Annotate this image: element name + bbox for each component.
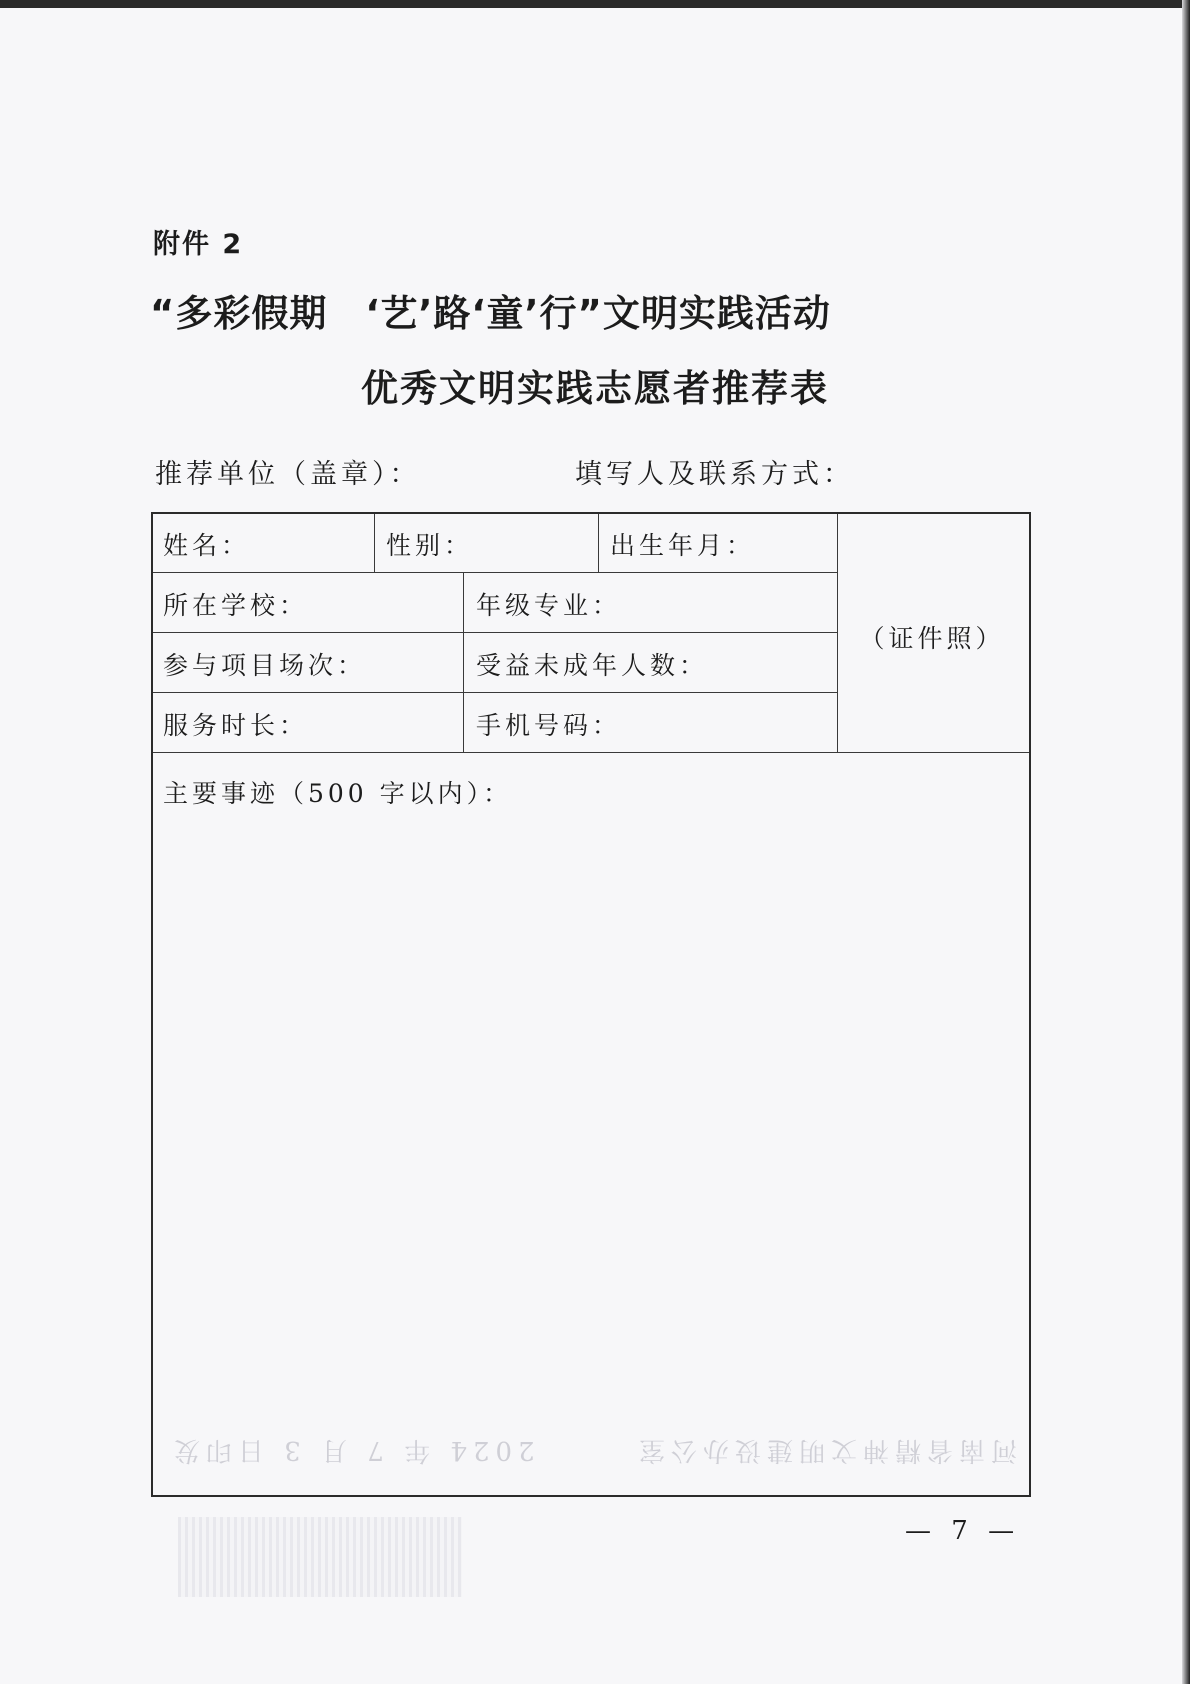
phone-field-label[interactable]: 手机号码： bbox=[476, 711, 622, 740]
col-divider-middle bbox=[463, 572, 464, 752]
name-field-label[interactable]: 姓名： bbox=[163, 531, 251, 560]
projects-sessions-field-label[interactable]: 参与项目场次： bbox=[163, 651, 367, 680]
bleed-through-barcode bbox=[178, 1517, 462, 1597]
main-deeds-field-label[interactable]: 主要事迹（500 字以内）： bbox=[163, 779, 513, 808]
row-divider-2 bbox=[153, 632, 837, 633]
annex-label: 附件 2 bbox=[153, 229, 244, 260]
row-divider-4 bbox=[153, 752, 1029, 753]
row-divider-3 bbox=[153, 692, 837, 693]
school-field-label[interactable]: 所在学校： bbox=[163, 591, 309, 620]
grade-major-field-label[interactable]: 年级专业： bbox=[476, 591, 622, 620]
gender-field-label[interactable]: 性别： bbox=[386, 531, 474, 560]
scan-edge-right bbox=[1182, 0, 1190, 1684]
title-line-2: 优秀文明实践志愿者推荐表 bbox=[361, 367, 829, 410]
bleed-through-date: 2024 年 7 月 3 日印发 bbox=[168, 1435, 535, 1465]
recommendation-form-table bbox=[151, 512, 1031, 1497]
beneficiaries-field-label[interactable]: 受益未成年人数： bbox=[476, 651, 709, 680]
service-hours-field-label[interactable]: 服务时长： bbox=[163, 711, 309, 740]
page-number: — 7 — bbox=[905, 1516, 1021, 1546]
row-divider-1 bbox=[153, 572, 837, 573]
col-divider-name-gender bbox=[374, 514, 375, 572]
col-divider-gender-birth bbox=[598, 514, 599, 572]
col-divider-photo bbox=[837, 514, 838, 752]
id-photo-placeholder[interactable]: （证件照） bbox=[859, 624, 1005, 653]
scan-edge-top bbox=[0, 0, 1190, 8]
filler-contact-label: 填写人及联系方式： bbox=[575, 459, 854, 490]
title-line-1: “多彩假期 ‘艺’路‘童’行”文明实践活动 bbox=[150, 292, 831, 335]
bleed-through-issuer: 河南省精神文明建设办公室 bbox=[633, 1435, 1018, 1465]
birth-date-field-label[interactable]: 出生年月： bbox=[610, 531, 756, 560]
recommending-unit-label: 推荐单位（盖章）： bbox=[155, 459, 421, 490]
